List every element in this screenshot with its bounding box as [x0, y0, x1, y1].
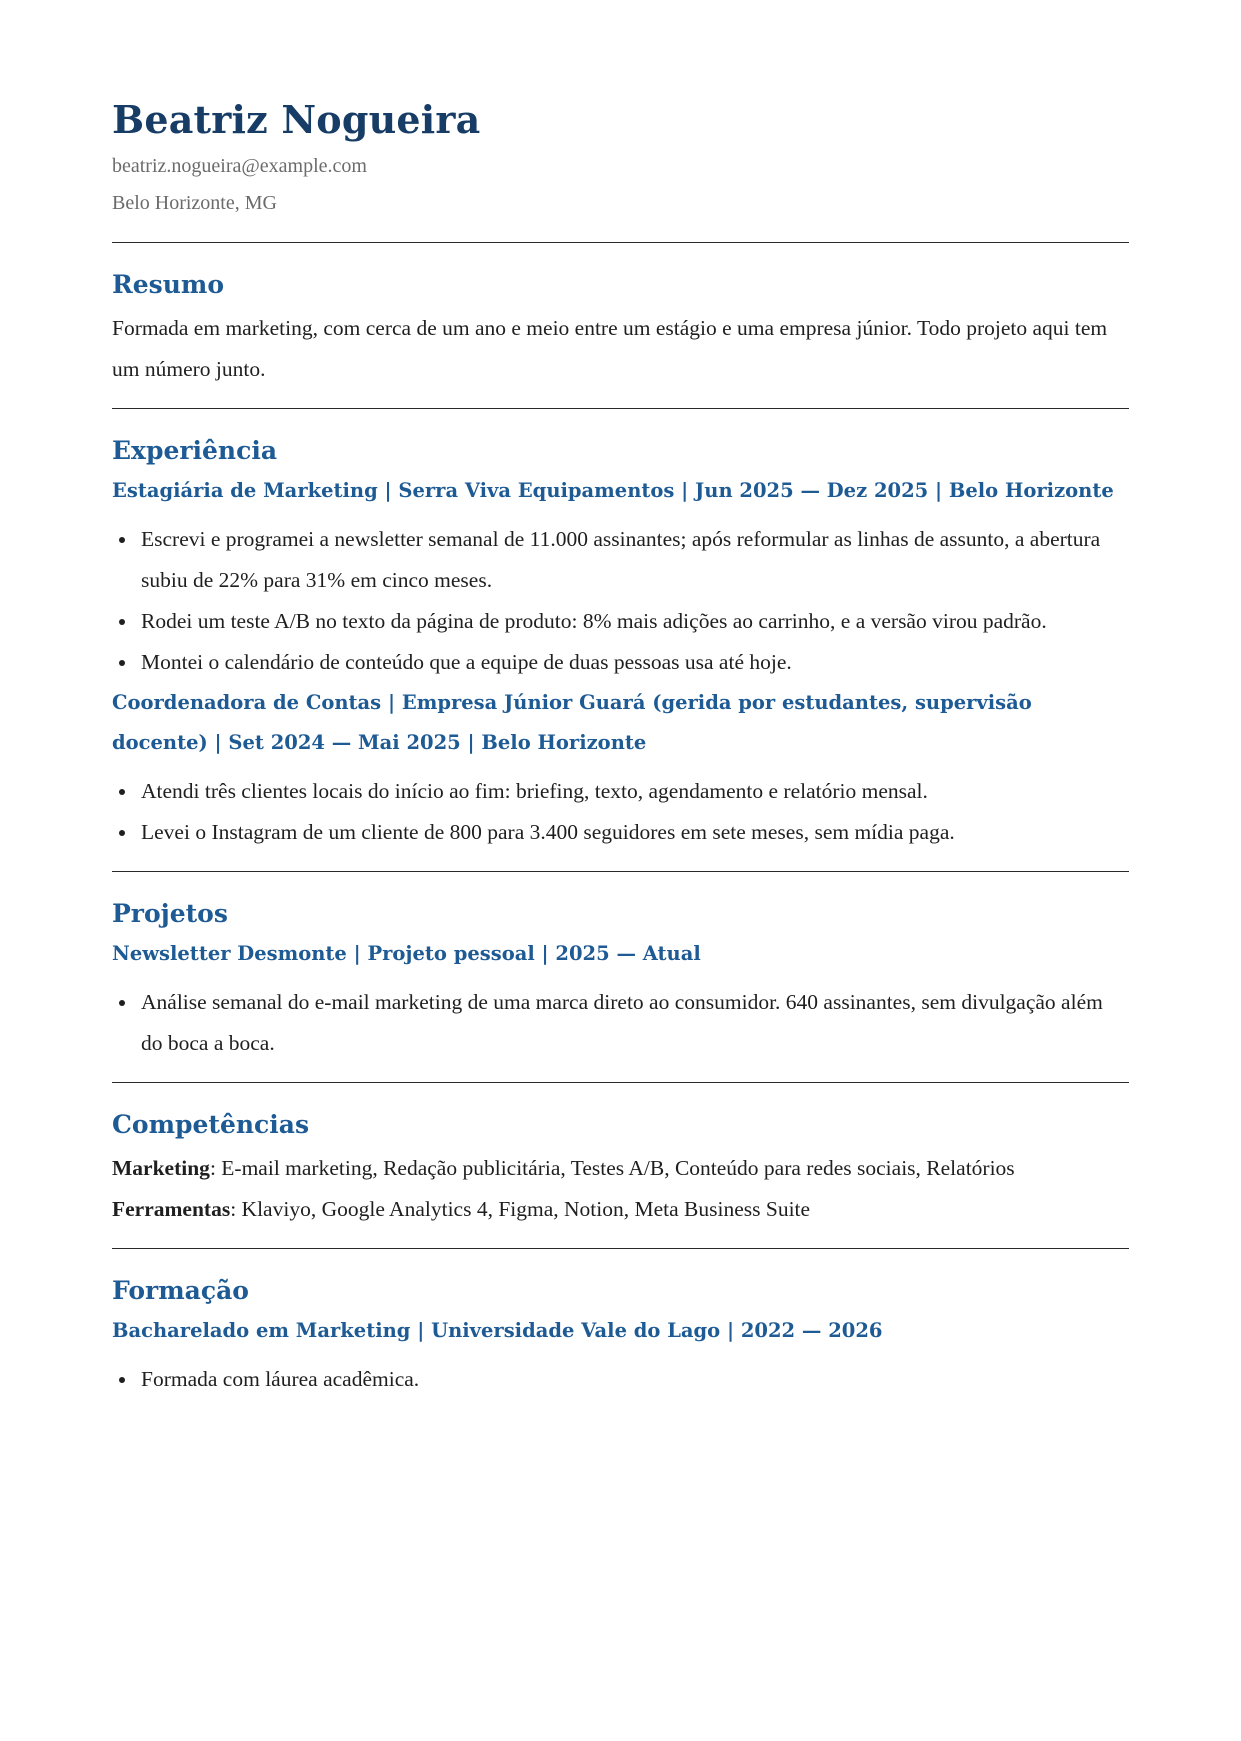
education-entry [112, 1311, 1129, 1400]
project-bullets [112, 982, 1129, 1064]
experience-entry [112, 683, 1129, 853]
list-item: Formada com láurea acadêmica. [112, 1359, 1129, 1400]
section-title-summary: Resumo [112, 269, 225, 299]
section-title-projects: Projetos [112, 898, 228, 928]
skill-group-marketing [112, 1148, 1129, 1189]
section-divider [112, 1248, 1129, 1249]
contact-location: Belo Horizonte, MG [112, 191, 277, 214]
section-divider [112, 1082, 1129, 1083]
summary-text: Formada em marketing, com cerca de um ano e meio entre um estágio e uma empresa júnior. Todo projeto aqui tem um número junto. [112, 315, 1108, 381]
candidate-name: Beatriz Nogueira [112, 97, 481, 142]
section-title-education: Formação [112, 1275, 249, 1305]
education-bullets [112, 1359, 1129, 1400]
education-heading: Bacharelado em Marketing | Universidade Vale do Lago | 2022 — 2026 [112, 1318, 883, 1342]
experience-bullets [112, 519, 1129, 683]
section-title-experience: Experiência [112, 435, 278, 465]
experience-heading: Coordenadora de Contas | Empresa Júnior Guará (gerida por estudantes, supervisão docente) | Set 2024 — Mai 2025 | Belo Horizonte [112, 690, 1032, 754]
section-divider [112, 242, 1129, 243]
skill-group-items: : E-mail marketing, Redação publicitária, Testes A/B, Conteúdo para redes sociais, Relatórios [209, 1155, 1015, 1180]
list-item: Montei o calendário de conteúdo que a equipe de duas pessoas usa até hoje. [112, 642, 1129, 683]
list-item: Análise semanal do e-mail marketing de uma marca direto ao consumidor. 640 assinantes, sem divulgação além do boca a boca. [112, 982, 1129, 1064]
project-heading: Newsletter Desmonte | Projeto pessoal | 2025 — Atual [112, 941, 701, 965]
list-item: Escrevi e programei a newsletter semanal de 11.000 assinantes; após reformular as linhas de assunto, a abertura subiu de 22% para 31% em cinco meses. [112, 519, 1129, 601]
list-item: Rodei um teste A/B no texto da página de produto: 8% mais adições ao carrinho, e a versão virou padrão. [112, 601, 1129, 642]
section-title-skills: Competências [112, 1109, 310, 1139]
section-divider [112, 871, 1129, 872]
list-item: Atendi três clientes locais do início ao fim: briefing, texto, agendamento e relatório mensal. [112, 771, 1129, 812]
skill-group-items: : Klaviyo, Google Analytics 4, Figma, Notion, Meta Business Suite [230, 1196, 811, 1221]
experience-bullets [112, 771, 1129, 853]
skill-group-tools [112, 1189, 1129, 1230]
skill-group-label: Marketing [112, 1155, 210, 1180]
experience-heading: Estagiária de Marketing | Serra Viva Equipamentos | Jun 2025 — Dez 2025 | Belo Horizonte [112, 478, 1114, 502]
contact-email: beatriz.nogueira@example.com [112, 154, 367, 177]
project-entry [112, 934, 1129, 1064]
skills-list [112, 1148, 1129, 1230]
experience-entry [112, 471, 1129, 683]
skill-group-label: Ferramentas [112, 1196, 231, 1221]
section-divider [112, 408, 1129, 409]
contact-info [112, 148, 1129, 222]
list-item: Levei o Instagram de um cliente de 800 para 3.400 seguidores em sete meses, sem mídia paga. [112, 812, 1129, 853]
